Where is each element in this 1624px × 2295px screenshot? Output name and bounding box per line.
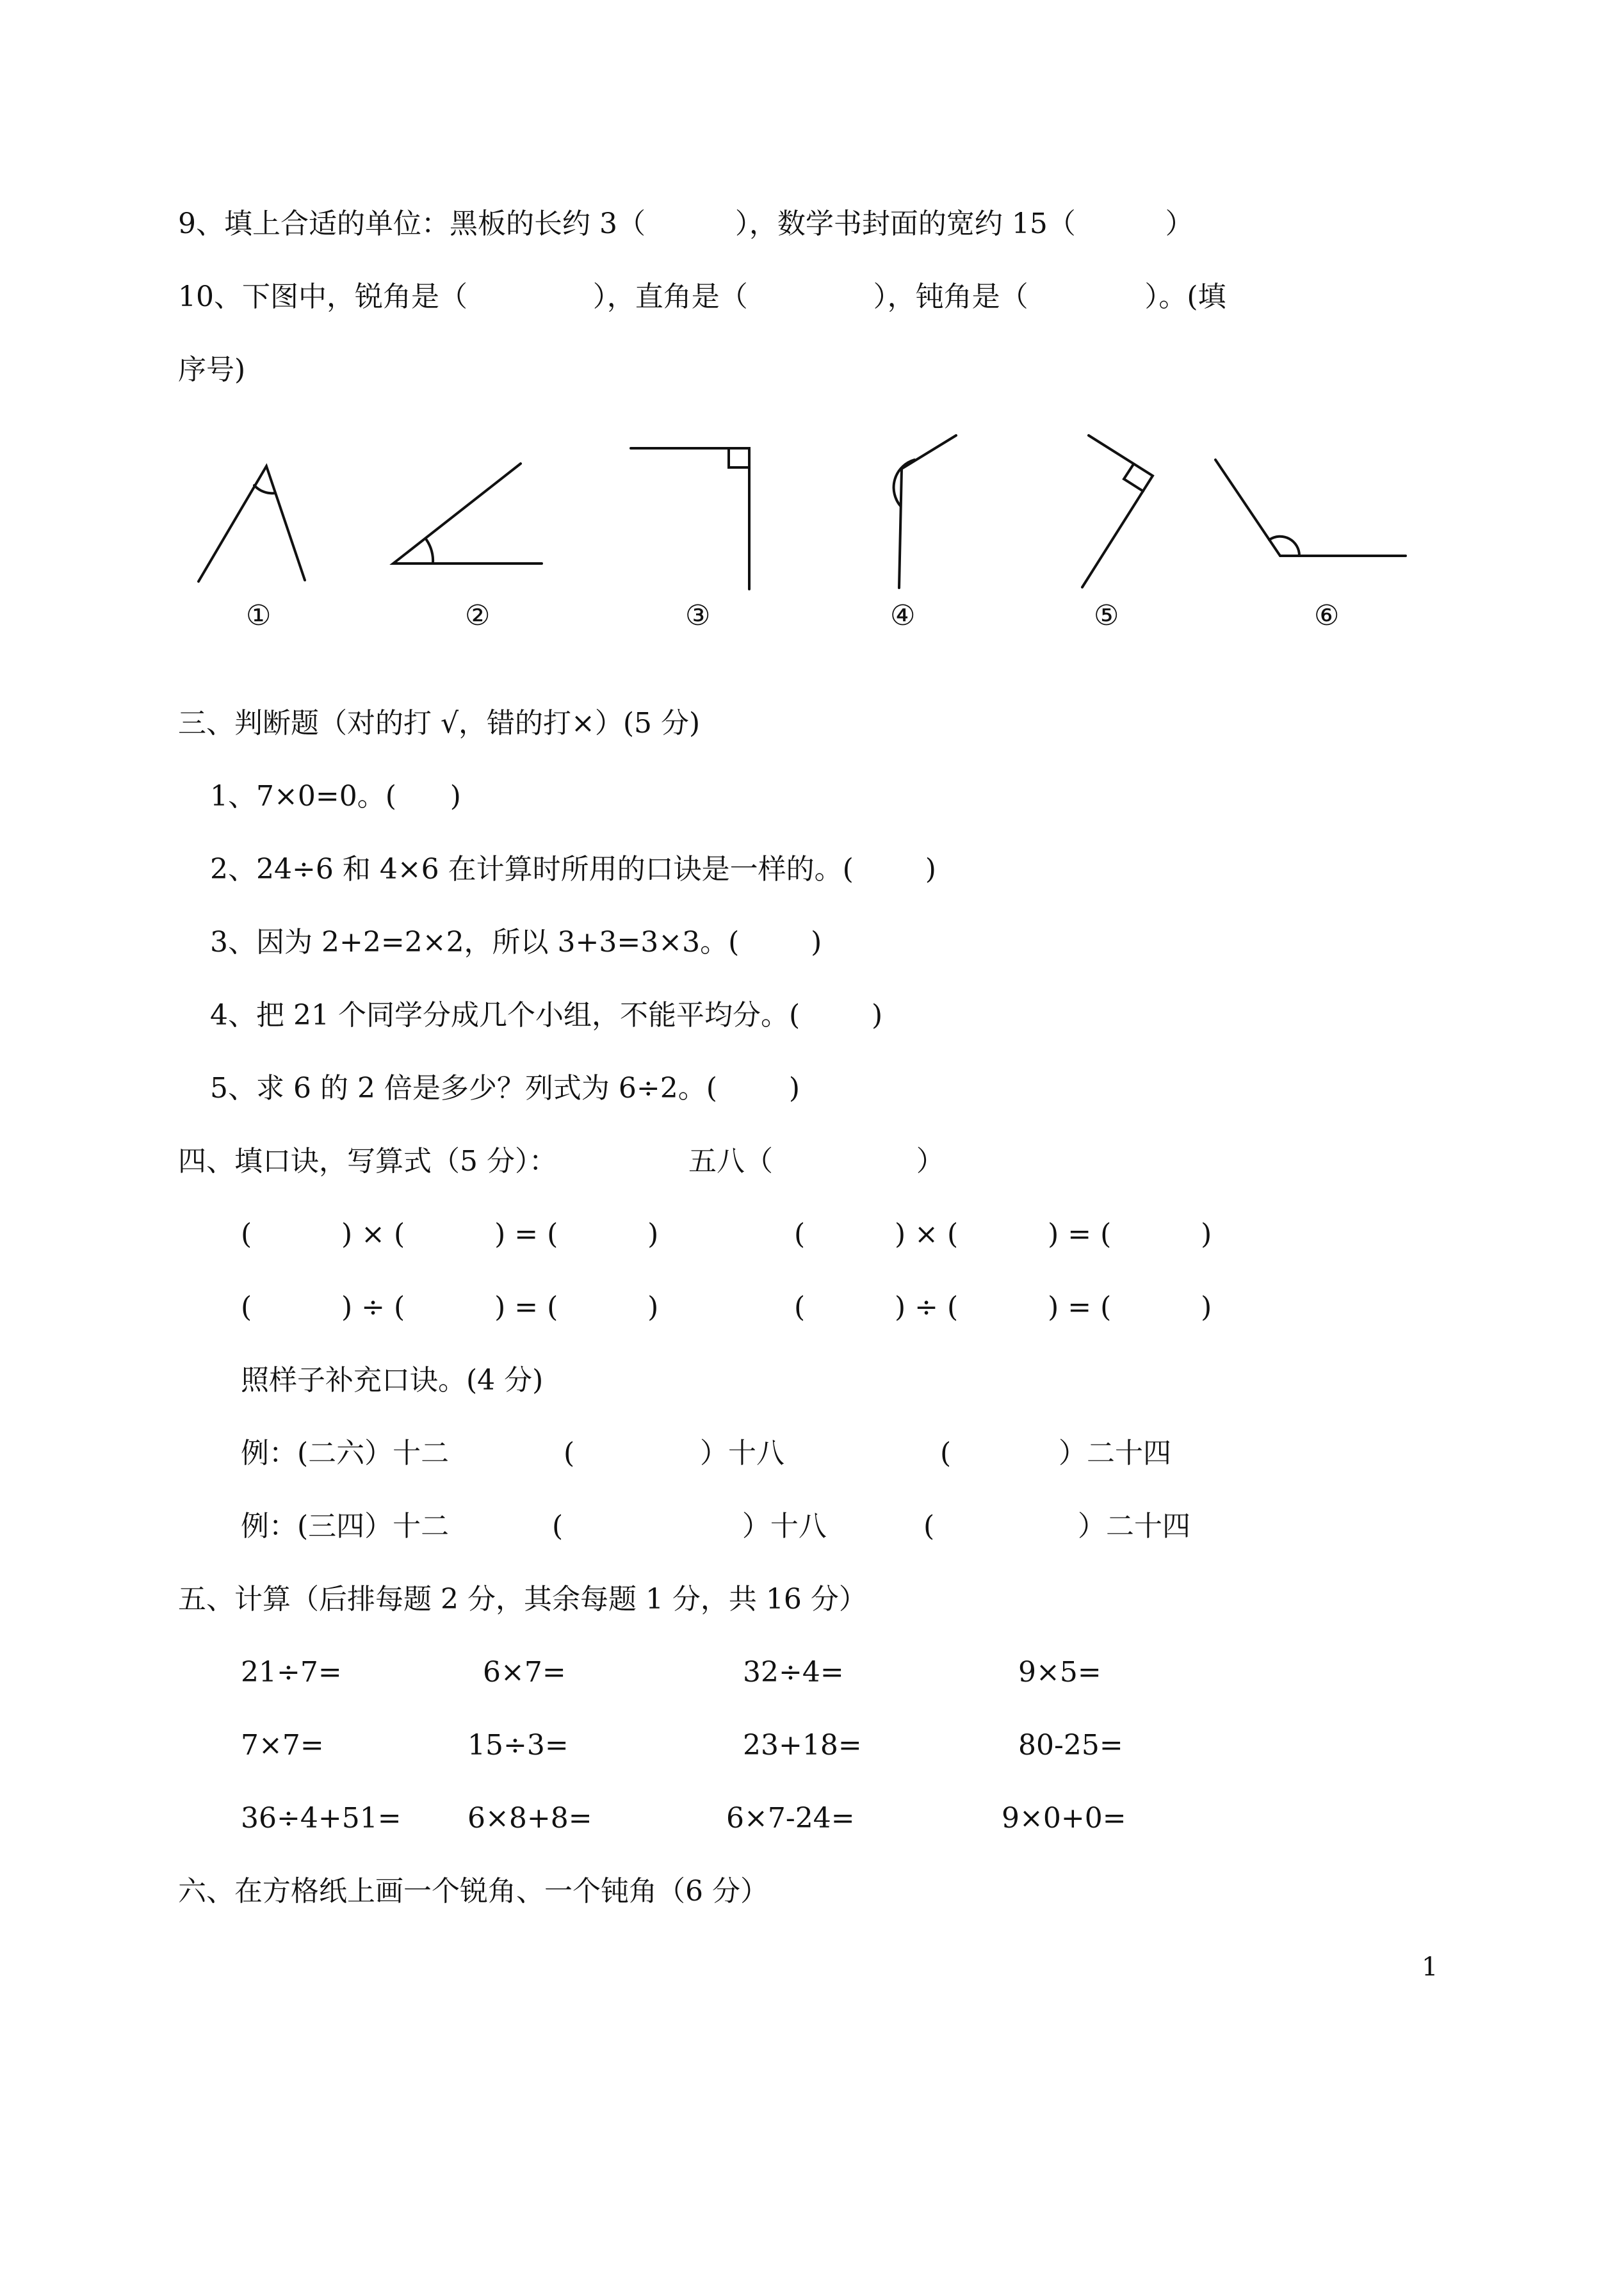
example-1-c: ( ）二十四 bbox=[940, 1437, 1172, 1470]
multiplication-blank-left: ( ) × ( ) = ( ) bbox=[241, 1218, 659, 1251]
angle-label-2: ② bbox=[465, 599, 491, 632]
koujue-wuba: 五八（ ） bbox=[688, 1145, 945, 1178]
calc-r1-c3: 32÷4= bbox=[743, 1656, 844, 1689]
angle-label-1: ① bbox=[246, 599, 272, 632]
angle-3-right bbox=[631, 448, 749, 589]
angle-5-right bbox=[1082, 435, 1153, 587]
division-blank-left: ( ) ÷ ( ) = ( ) bbox=[241, 1291, 659, 1324]
angle-label-4: ④ bbox=[890, 599, 916, 632]
section-4-title: 四、填口诀，写算式（5 分）： bbox=[178, 1145, 557, 1178]
example-1-a: 例：(二六）十二 bbox=[241, 1437, 450, 1470]
page-number: 1 bbox=[1422, 1952, 1438, 1982]
example-2-c: ( ）二十四 bbox=[923, 1510, 1190, 1543]
calc-r2-c1: 7×7= bbox=[241, 1729, 324, 1762]
angle-4-obtuse bbox=[894, 435, 956, 588]
calc-r1-c2: 6×7= bbox=[483, 1656, 566, 1689]
calc-r1-c4: 9×5= bbox=[1018, 1656, 1101, 1689]
angle-1-acute bbox=[199, 466, 305, 581]
calc-r2-c4: 80-25= bbox=[1018, 1729, 1123, 1762]
calc-r1-c1: 21÷7= bbox=[241, 1656, 342, 1689]
angle-label-6: ⑥ bbox=[1314, 599, 1340, 632]
example-2-a: 例：(三四）十二 bbox=[241, 1510, 450, 1543]
q10-text-line1: 10、下图中，锐角是（ ），直角是（ ），钝角是（ ）。(填 bbox=[178, 280, 1226, 313]
division-blank-right: ( ) ÷ ( ) = ( ) bbox=[794, 1291, 1212, 1324]
q10-text-line2: 序号) bbox=[178, 353, 246, 386]
example-1-b: ( ）十八 bbox=[564, 1437, 784, 1470]
angle-figures bbox=[0, 0, 1624, 640]
q9-text: 9、填上合适的单位：黑板的长约 3（ ），数学书封面的宽约 15（ ） bbox=[178, 207, 1194, 240]
section-3-title: 三、判断题（对的打 √，错的打×）(5 分) bbox=[178, 707, 701, 740]
judge-item-5: 5、求 6 的 2 倍是多少？列式为 6÷2。( ) bbox=[210, 1072, 800, 1105]
calc-r3-c3: 6×7-24= bbox=[726, 1802, 855, 1835]
section-5-title: 五、计算（后排每题 2 分，其余每题 1 分，共 16 分） bbox=[178, 1583, 867, 1616]
angle-label-5: ⑤ bbox=[1094, 599, 1119, 632]
judge-item-3: 3、因为 2+2=2×2，所以 3+3=3×3。( ) bbox=[210, 926, 822, 959]
calc-r3-c4: 9×0+0= bbox=[1002, 1802, 1126, 1835]
calc-r3-c2: 6×8+8= bbox=[467, 1802, 592, 1835]
calc-r2-c2: 15÷3= bbox=[467, 1729, 569, 1762]
judge-item-4: 4、把 21 个同学分成几个小组，不能平均分。( ) bbox=[210, 999, 883, 1032]
angle-2-acute bbox=[393, 464, 542, 564]
calc-r2-c3: 23+18= bbox=[743, 1729, 862, 1762]
judge-item-2: 2、24÷6 和 4×6 在计算时所用的口诀是一样的。( ) bbox=[210, 853, 936, 886]
section-6-title: 六、在方格纸上画一个锐角、一个钝角（6 分） bbox=[178, 1875, 768, 1908]
koujue-subtitle: 照样子补充口诀。(4 分) bbox=[241, 1364, 544, 1397]
judge-item-1: 1、7×0=0。( ) bbox=[210, 780, 461, 813]
angle-label-3: ③ bbox=[685, 599, 711, 632]
angle-6-obtuse bbox=[1215, 460, 1406, 556]
multiplication-blank-right: ( ) × ( ) = ( ) bbox=[794, 1218, 1212, 1251]
example-2-b: ( ）十八 bbox=[552, 1510, 827, 1543]
calc-r3-c1: 36÷4+51= bbox=[241, 1802, 402, 1835]
